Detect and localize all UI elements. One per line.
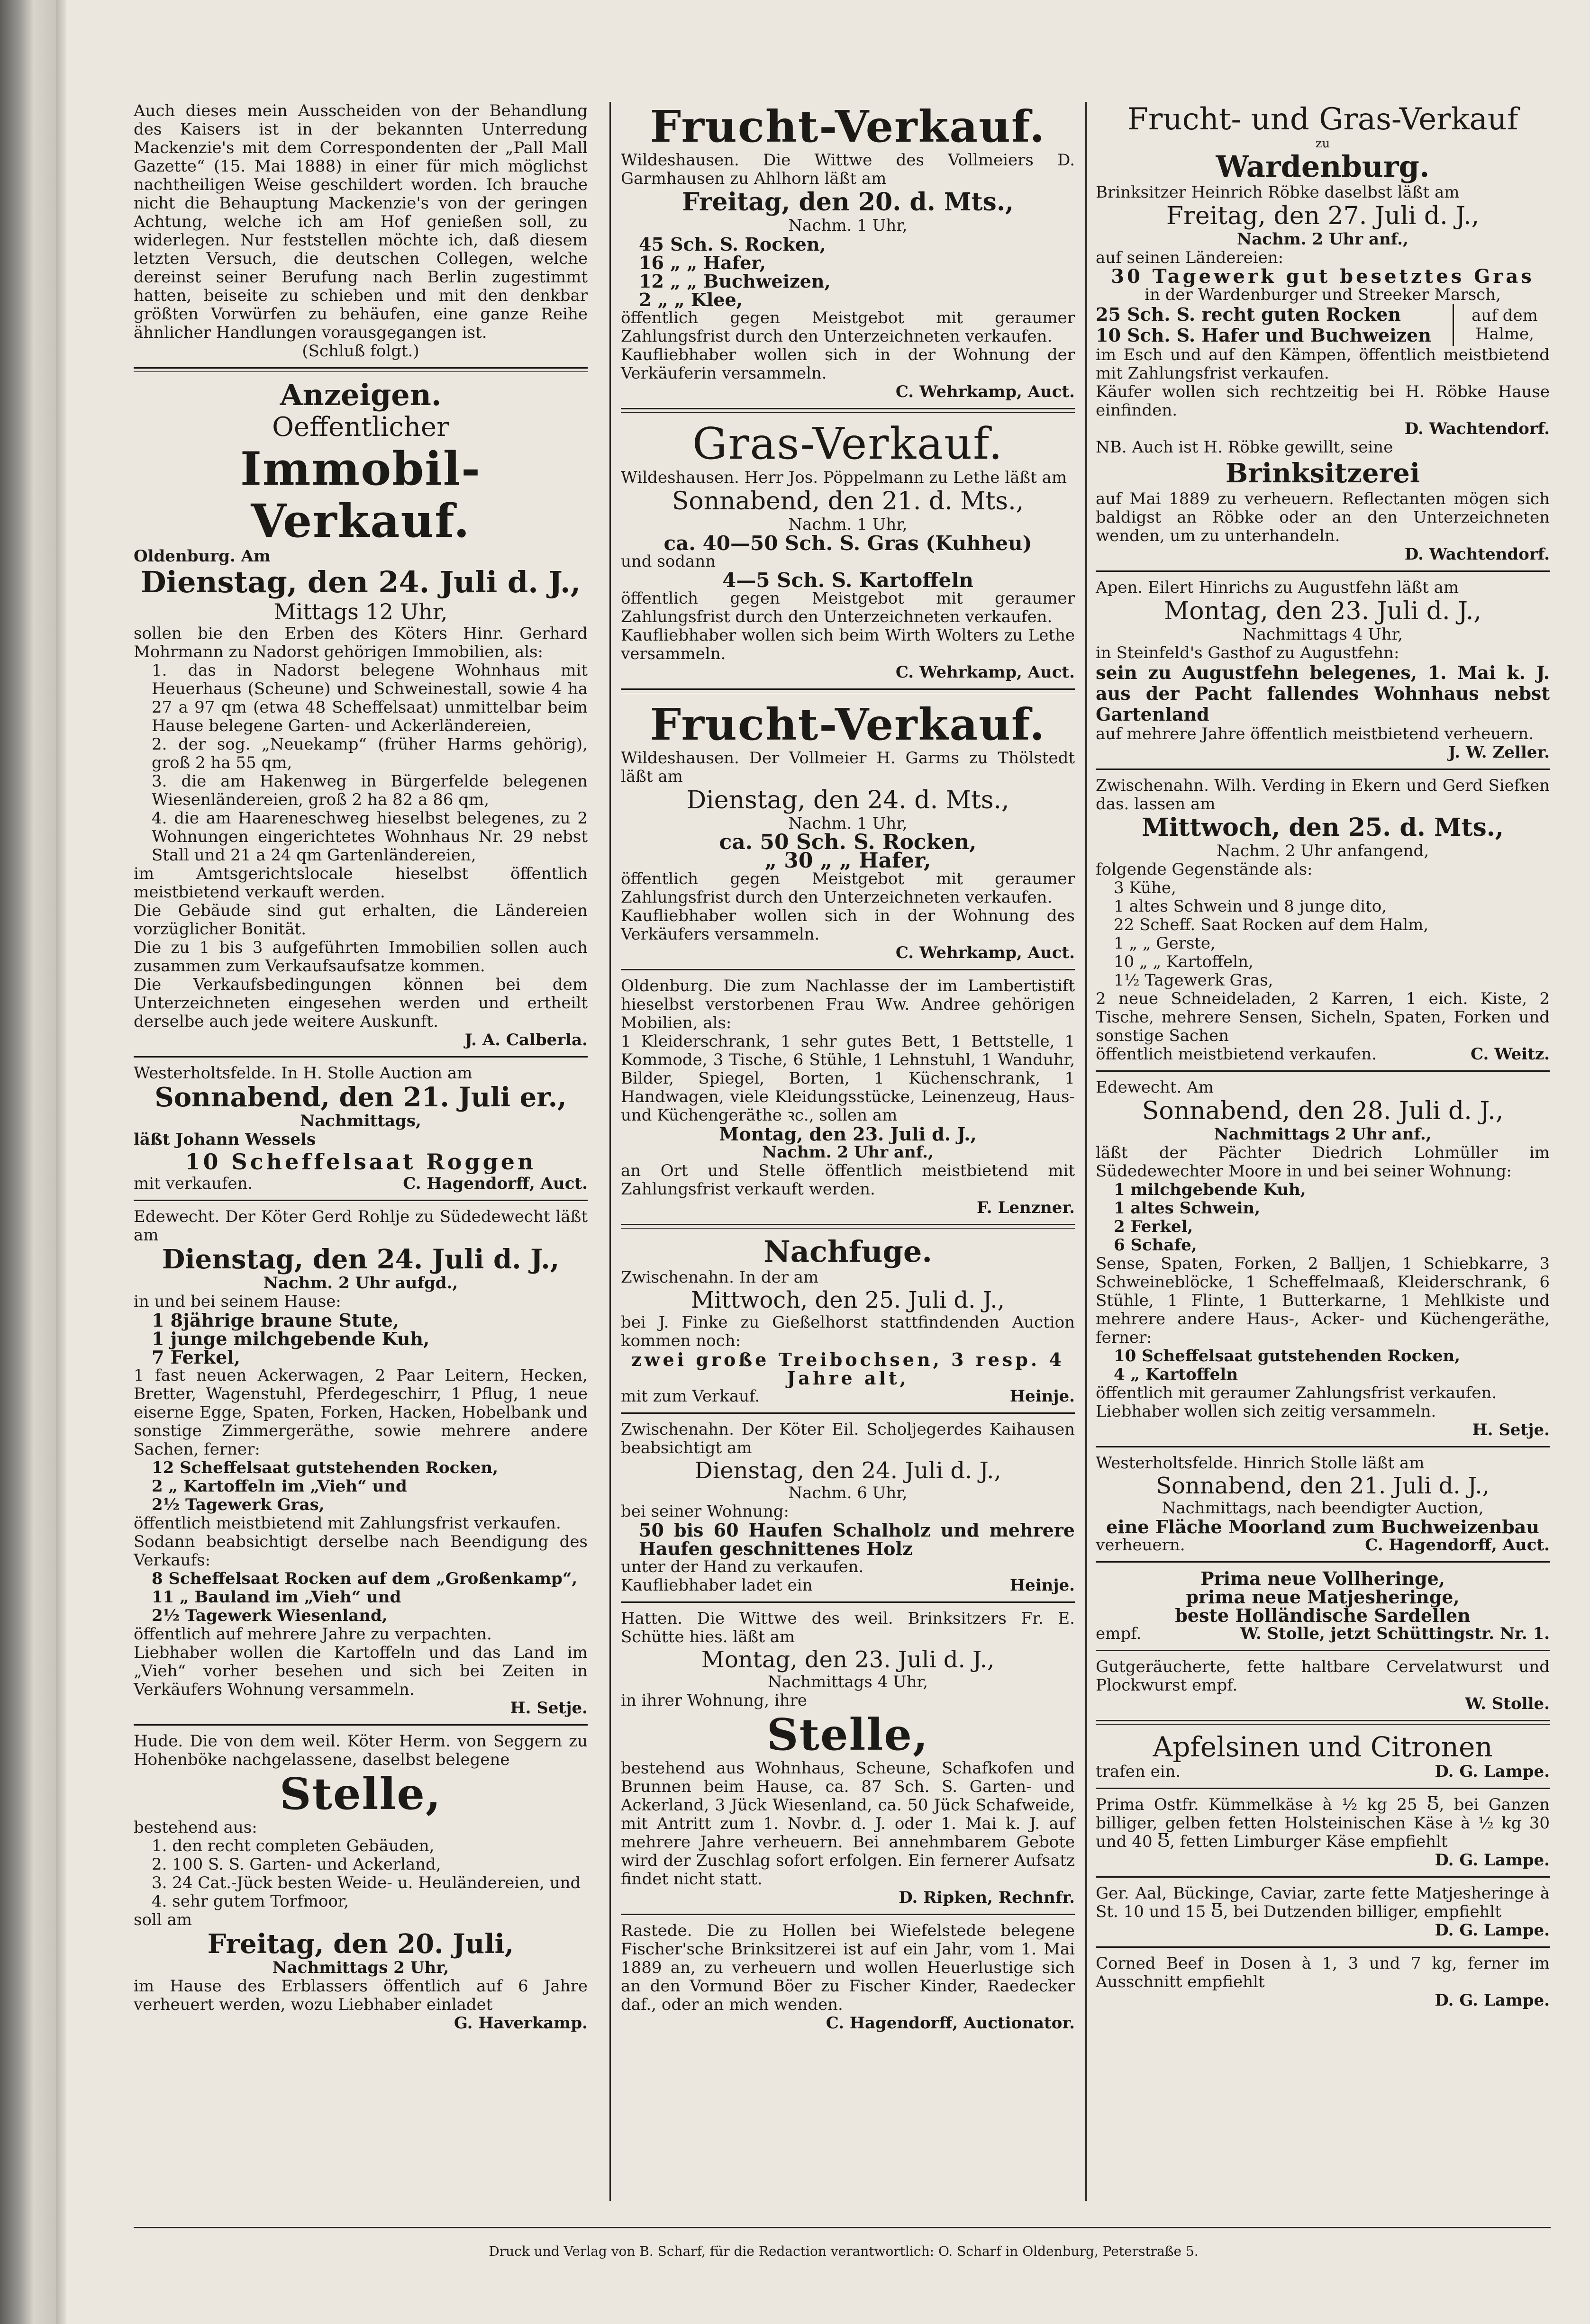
ad-list-item: 1½ Tagewerk Gras,	[1114, 971, 1273, 990]
ad-list-item: 2 Ferkel,	[1114, 1217, 1193, 1236]
column-rule-2	[1085, 102, 1087, 2201]
column-1	[134, 102, 588, 2033]
ad-text: unter der Hand zu verkaufen.	[621, 1557, 864, 1576]
ad-signature: D. Wachtendorf.	[1404, 545, 1550, 564]
ad-signature: D. G. Lampe.	[1435, 1851, 1550, 1870]
ad-goods: 4—5 Sch. S. Kartoffeln	[722, 569, 973, 592]
ad-title: Apfelsinen und Citronen	[1153, 1731, 1493, 1763]
ad-signature: C. Weitz.	[1471, 1045, 1550, 1064]
ad-date: Mittwoch, den 25. d. Mts.,	[1141, 813, 1504, 842]
divider	[1096, 1720, 1550, 1725]
ad-list-item: 4. die am Haareneschweg hieselbst belegenes, zu 2 Wohnungen eingerichtetes Wohnhaus Nr. 29 nebst Stall und 21 a 24 qm Gartenländereien,	[152, 809, 588, 865]
ad-list-item: 1 altes Schwein und 8 junge dito,	[1114, 897, 1387, 916]
ad-text: Wildeshausen. Herr Jos. Pöppelmann zu Lethe läßt am	[621, 468, 1067, 487]
ad-text: Wildeshausen. Der Vollmeier H. Garms zu Thölstedt läßt am	[621, 749, 1075, 786]
divider	[1096, 1446, 1550, 1447]
ad-text: öffentlich meistbietend mit Zahlungsfrist verkaufen.	[134, 1514, 561, 1533]
divider	[134, 1724, 588, 1726]
ad-list-item: 12 Scheffelsaat gutstehenden Rocken,	[152, 1458, 499, 1477]
ad-text: in der Wardenburger und Streeker Marsch,	[1145, 285, 1501, 304]
ad-list-item: 3. 24 Cat.-Jück besten Weide- u. Heuländereien, und	[152, 1873, 581, 1892]
ad-text: Sense, Spaten, Forken, 2 Balljen, 1 Schiebkarre, 3 Schweineblöcke, 1 Scheffelmaaß, Kleiderschrank, 6 Stühle, 1 Flinte, 1 Butterkarne, 1 Mehlkiste und mehrere andere Haus-, Acker- und Küchengeräthe, ferner:	[1096, 1254, 1550, 1347]
ad-time: Nachmittags 2 Uhr anf.,	[1214, 1125, 1432, 1144]
ad-list-item: 10 Scheffelsaat gutstehenden Rocken,	[1114, 1347, 1461, 1365]
ad-text: läßt der Pächter Diedrich Lohmüller im Südedewechter Moore in und bei seiner Wohnung:	[1096, 1143, 1550, 1181]
divider	[1096, 1561, 1550, 1563]
ad-signature: C. Wehrkamp, Auct.	[895, 943, 1075, 962]
ad-text: verheuern.	[1096, 1536, 1185, 1555]
ad-signature: C. Wehrkamp, Auct.	[895, 382, 1075, 401]
ad-text: folgende Gegenstände als:	[1096, 860, 1313, 879]
ad-time: Nachm. 1 Uhr,	[788, 814, 908, 833]
ad-list-item: 2 „ Kartoffeln im „Vieh“ und	[152, 1477, 407, 1496]
ad-text: Wildeshausen. Die Wittwe des Vollmeiers D. Garmhausen zu Ahlhorn läßt am	[621, 151, 1075, 188]
ad-text: auf seinen Ländereien:	[1096, 248, 1284, 267]
ad-text: im Esch und auf den Kämpen, öffentlich meistbietend mit Zahlungsfrist verkaufen.	[1096, 345, 1550, 383]
ad-text: bei seiner Wohnung:	[621, 1502, 790, 1521]
divider	[134, 1200, 588, 1201]
column-2	[621, 102, 1075, 2033]
divider	[1096, 1946, 1550, 1948]
divider	[621, 1601, 1075, 1603]
ad-time: Nachmittags 4 Uhr,	[1242, 625, 1403, 644]
divider	[621, 688, 1075, 693]
divider	[134, 367, 588, 372]
ad-signature: J. A. Calberla.	[464, 1031, 588, 1049]
ad-list-item: 2 „ „ Klee,	[639, 289, 743, 310]
ad-date: Dienstag, den 24. Juli d. J.,	[162, 1244, 560, 1275]
ad-goods: ca. 40—50 Sch. S. Gras (Kuhheu)	[663, 532, 1032, 555]
ad-text: NB. Auch ist H. Röbke gewillt, seine	[1096, 438, 1393, 457]
ad-heading: Oeffentlicher	[272, 412, 449, 443]
page-edge	[0, 0, 56, 2324]
ad-list-item: 10 Sch. S. Hafer und Buchweizen	[1096, 325, 1431, 346]
ad-text: öffentlich auf mehrere Jahre zu verpachten.	[134, 1625, 492, 1644]
ad-goods: prima neue Matjesheringe,	[1186, 1586, 1460, 1608]
ad-text: Apen. Eilert Hinrichs zu Augustfehn läßt am	[1096, 578, 1459, 597]
ad-date: Dienstag, den 24. d. Mts.,	[686, 786, 1009, 814]
ad-text: bestehend aus Wohnhaus, Scheune, Schafkofen und Brunnen beim Hause, ca. 87 Sch. S. Garten- und Ackerland, 3 Jück Wiesenland, ca. 50 Jück Schafweide, mit Antritt zum 1. Novbr. d. J. oder 1. Mai k. J. auf mehrere Jahre verheuern. Bei annehmbarem Gebote wird der Zuschlag sofort erfolgen. Ein fernerer Aufsatz findet nicht statt.	[621, 1759, 1075, 1889]
continued-note: (Schluß folgt.)	[302, 342, 419, 361]
ad-title: Frucht- und Gras-Verkauf	[1127, 102, 1518, 137]
ad-text: auf Mai 1889 zu verheuern. Reflectanten mögen sich baldigst an Röbke oder an den Unterzeichneten wenden, um zu unterhandeln.	[1096, 489, 1550, 545]
ad-text: Gutgeräucherte, fette haltbare Cervelatwurst und Plockwurst empf.	[1096, 1657, 1550, 1695]
ad-list-item: 2. 100 S. S. Garten- und Ackerland,	[152, 1855, 441, 1874]
ad-time: Nachm. 2 Uhr aufgd.,	[263, 1274, 458, 1293]
ad-time: Nachmittags,	[300, 1112, 421, 1130]
article-text: Auch dieses mein Ausscheiden von der Behandlung des Kaisers ist in der bekannten Unterredung Mackenzie's mit dem Correspondenten der „Pall Mall Gazette“ (15. Mai 1888) in einer für mich möglichst nachtheiligen Weise geschildert worden. Ich brauche nicht die Behauptung Mackenzie's von der geringen Achtung, welche ich am Hof genießen soll, zu widerlegen. Nur feststellen möchte ich, daß diesem letzten Versuch, die deutschen Collegen, welche dereinst seiner Berufung nach Berlin zugestimmt hatten, beiseite zu schieben und mit den denkbar größten Vorwürfen zu behäufen, eine ganze Reihe ähnlicher Handlungen vorausgegangen ist.	[134, 101, 588, 342]
ad-list-item: 10 „ „ Kartoffeln,	[1114, 952, 1254, 971]
ad-title: Stelle,	[280, 1768, 442, 1819]
ad-list-item: 2. der sog. „Neuekamp“ (früher Harms gehörig), groß 2 ha 55 qm,	[152, 735, 588, 772]
ad-text: läßt Johann Wessels	[134, 1130, 316, 1149]
ad-text: öffentlich gegen Meistgebot mit geraumer Zahlungsfrist durch den Unterzeichneten verkaufen.	[621, 308, 1075, 346]
ad-time: Nachm. 1 Uhr,	[788, 216, 908, 235]
ad-text: Zwischenahn. Der Köter Eil. Scholjegerdes Kaihausen beabsichtigt am	[621, 1420, 1075, 1457]
ad-signature: Heinje.	[1009, 1387, 1075, 1406]
ad-text: mit verkaufen.	[134, 1174, 253, 1193]
ad-list-item: 4 „ Kartoffeln	[1114, 1365, 1238, 1384]
ad-title: Stelle,	[767, 1709, 929, 1760]
ad-date: Sonnabend, den 28. Juli d. J.,	[1142, 1097, 1504, 1125]
ad-goods: eine Fläche Moorland zum Buchweizenbau	[1106, 1516, 1539, 1537]
ad-text: Kaufliebhaber wollen sich in der Wohnung des Verkäufers versammeln.	[621, 906, 1075, 944]
ad-text: in und bei seinem Hause:	[134, 1292, 341, 1311]
ad-text: empf.	[1096, 1624, 1142, 1643]
ad-list-item: 3 Kühe,	[1114, 878, 1176, 897]
ad-text: Zwischenahn. In der am	[621, 1268, 819, 1287]
divider	[621, 408, 1075, 413]
ad-signature: W. Stolle.	[1465, 1694, 1550, 1713]
ad-list-item: 2½ Tagewerk Gras,	[152, 1495, 325, 1514]
ad-goods: 10 Scheffelsaat Roggen	[185, 1149, 536, 1175]
ad-signature: J. W. Zeller.	[1448, 743, 1550, 762]
ad-list-item: 1 „ „ Gerste,	[1114, 934, 1216, 953]
ad-time: Nachm. 6 Uhr,	[788, 1483, 908, 1502]
ad-list-item: 1 altes Schwein,	[1114, 1199, 1261, 1218]
ad-signature: Heinje.	[1009, 1576, 1075, 1595]
ad-title: Nachfuge.	[763, 1234, 932, 1269]
ad-time: Nachmittags 2 Uhr,	[272, 1958, 449, 1977]
divider	[621, 1412, 1075, 1414]
ad-date: Montag, den 23. Juli d. J.,	[701, 1646, 995, 1673]
ad-goods: 30 Tagewerk gut besetztes Gras	[1111, 265, 1535, 288]
ad-text: 2 neue Schneideladen, 2 Karren, 1 eich. Kiste, 2 Tische, mehrere Sensen, Sicheln, Spaten, Forken und sonstige Sachen	[1096, 989, 1550, 1045]
ad-time: Nachm. 2 Uhr anf.,	[762, 1143, 934, 1162]
ad-time: Nachm. 1 Uhr,	[788, 515, 908, 534]
ad-time: Nachmittags 4 Uhr,	[767, 1673, 928, 1691]
ad-list-item: 7 Ferkel,	[152, 1347, 240, 1368]
ad-list-item: „ 30 „ „ Hafer,	[764, 849, 931, 873]
ad-list-item: 1. das in Nadorst belegene Wohnhaus mit Heuerhaus (Scheune) und Schweinestall, sowie 4 ha 27 a 97 qm (etwa 48 Scheffelsaat) unmittelbar beim Hause belegene Garten- und Ackerländereien,	[152, 661, 588, 735]
ad-text: Rastede. Die zu Hollen bei Wiefelstede belegene Fischer'sche Brinksitzerei ist auf ein Jahr, vom 1. Mai 1889 an, zu verheuern und wollen Heuerlustige sich an den Vormund Böer zu Fischer Kinder, Raedecker daf., oder an mich wenden.	[621, 1921, 1075, 2014]
page-gutter	[56, 0, 66, 2324]
ad-text: Hude. Die von dem weil. Köter Herm. von Seggern zu Hohenböke nachgelassene, daselbst belegene	[134, 1732, 588, 1769]
ad-date: Freitag, den 20. d. Mts.,	[681, 188, 1014, 217]
ad-text: sollen bie den Erben des Köters Hinr. Gerhard Mohrmann zu Nadorst gehörigen Immobilien, als:	[134, 624, 588, 661]
ad-title: Brinksitzerei	[1225, 458, 1420, 489]
ad-text: Edewecht. Am	[1096, 1078, 1214, 1097]
ad-signature: D. Wachtendorf.	[1404, 419, 1550, 438]
ad-signature: H. Setje.	[510, 1699, 588, 1718]
ad-text: Käufer wollen sich rechtzeitig bei H. Röbke Hause einfinden.	[1096, 382, 1550, 420]
ad-text: in Steinfeld's Gasthof zu Augustfehn:	[1096, 643, 1399, 662]
ad-text: im Amtsgerichtslocale hieselbst öffentlich meistbietend verkauft werden.	[134, 864, 588, 902]
ad-date: Mittwoch, den 25. Juli d. J.,	[691, 1287, 1005, 1313]
ad-text: Kaufliebhaber wollen sich beim Wirth Wolters zu Lethe versammeln.	[621, 626, 1075, 663]
ad-text: öffentlich gegen Meistgebot mit geraumer Zahlungsfrist durch den Unterzeichneten verkaufen.	[621, 589, 1075, 626]
divider	[621, 1914, 1075, 1915]
ad-signature: H. Setje.	[1472, 1420, 1550, 1439]
ad-list-item: 1 junge milchgebende Kuh,	[152, 1328, 430, 1349]
ad-text: zu	[1315, 136, 1330, 151]
divider	[621, 969, 1075, 970]
ad-signature: C. Hagendorff, Auctionator.	[826, 2014, 1075, 2033]
ad-title: Gras-Verkauf.	[692, 418, 1004, 469]
ad-date: Dienstag, den 24. Juli d. J.,	[694, 1457, 1001, 1484]
ad-list-item: 1 8jährige braune Stute,	[152, 1310, 399, 1331]
ad-text: an Ort und Stelle öffentlich meistbietend mit Zahlungsfrist verkauft werden.	[621, 1161, 1075, 1199]
ad-date: Dienstag, den 24. Juli d. J.,	[140, 565, 581, 599]
ad-text: und sodann	[621, 552, 716, 571]
ad-text: auf mehrere Jahre öffentlich meistbietend verheuern.	[1096, 724, 1534, 743]
ad-text: öffentlich mit geraumer Zahlungsfrist verkaufen.	[1096, 1384, 1497, 1402]
ad-list-item: 8 Scheffelsaat Rocken auf dem „Großenkamp“,	[152, 1569, 578, 1588]
ad-text: Westerholtsfelde. In H. Stolle Auction am	[134, 1064, 472, 1083]
ad-signature: C. Wehrkamp, Auct.	[895, 663, 1075, 682]
ad-text: Liebhaber wollen sich zeitig versammeln.	[1096, 1402, 1436, 1421]
ad-signature: D. G. Lampe.	[1435, 1991, 1550, 2010]
divider	[1096, 1650, 1550, 1651]
ad-title: Frucht-Verkauf.	[650, 101, 1046, 152]
ad-text: 1 Kleiderschrank, 1 sehr gutes Bett, 1 Bettstelle, 1 Kommode, 3 Tische, 6 Stühle, 1 Lehnstuhl, 1 Wanduhr, Bilder, Spiegel, Borten, 1 Küchenschrank, 1 Handwagen, viele Kleidungsstücke, Leinenzeug, Haus- und Küchengeräthe ꝛc., sollen am	[621, 1032, 1075, 1125]
ad-date: Sonnabend, den 21. Juli er.,	[154, 1082, 567, 1113]
divider	[1096, 1876, 1550, 1878]
ad-text: Sodann beabsichtigt derselbe nach Beendigung des Verkaufs:	[134, 1532, 588, 1570]
ad-text: im Hause des Erblassers öffentlich auf 6 Jahre verheuert werden, wozu Liebhaber einladet	[134, 1977, 588, 2014]
ad-text: Hatten. Die Wittwe des weil. Brinksitzers Fr. E. Schütte hies. läßt am	[621, 1609, 1075, 1646]
ad-list-item: 25 Sch. S. recht guten Rocken	[1096, 304, 1401, 325]
ad-signature: D. G. Lampe.	[1435, 1921, 1550, 1940]
ad-date: Freitag, den 27. Juli d. J.,	[1166, 202, 1480, 230]
ad-text: auf dem Halme,	[1472, 306, 1538, 344]
footer-rule	[134, 2227, 1551, 2228]
ad-text: Ger. Aal, Bückinge, Caviar, zarte fette Matjesheringe à St. 10 und 15 Ⴝ, bei Dutzenden billiger, empfiehlt	[1096, 1884, 1550, 1921]
ad-text: öffentlich gegen Meistgebot mit geraumer Zahlungsfrist durch den Unterzeichneten verkaufen.	[621, 869, 1075, 907]
ad-signature: C. Hagendorff, Auct.	[1365, 1536, 1550, 1555]
column-3	[1096, 102, 1550, 2010]
ad-list-item: 11 „ Bauland im „Vieh“ und	[152, 1588, 401, 1607]
ad-list-item: 2½ Tagewerk Wiesenland,	[152, 1606, 388, 1625]
ad-list-item: 3. die am Hakenweg in Bürgerfelde belegenen Wiesenländereien, groß 2 ha 82 a 86 qm,	[152, 772, 588, 809]
ad-list-item: 6 Schafe,	[1114, 1236, 1197, 1255]
ad-date: Montag, den 23. Juli d. J.,	[719, 1123, 977, 1145]
ad-list-item: ca. 50 Sch. S. Rocken,	[719, 830, 977, 854]
ad-title: Immobil-Verkauf.	[240, 442, 481, 548]
ad-goods: 50 bis 60 Haufen Schalholz und mehrere Haufen geschnittenes Holz	[639, 1519, 1075, 1559]
section-heading-anzeigen: Anzeigen.	[280, 378, 442, 412]
ad-date: Montag, den 23. Juli d. J.,	[1164, 597, 1481, 625]
divider	[134, 1056, 588, 1058]
ad-list-item: 1. den recht completen Gebäuden,	[152, 1836, 435, 1855]
divider	[1096, 1788, 1550, 1789]
ad-goods: zwei große Treibochsen, 3 resp. 4 Jahre alt,	[631, 1349, 1064, 1389]
ad-text: in ihrer Wohnung, ihre	[621, 1691, 808, 1710]
ad-text: Die Verkaufsbedingungen können bei dem Unterzeichneten eingesehen werden und ertheilt derselbe auch jede weitere Auskunft.	[134, 975, 588, 1031]
ad-time: Nachm. 2 Uhr anf.,	[1237, 230, 1408, 249]
ad-signature: D. Ripken, Rechnfr.	[899, 1888, 1075, 1907]
ad-text: bestehend aus:	[134, 1818, 257, 1837]
ad-text: Oldenburg. Die zum Nachlasse der im Lambertistift hieselbst verstorbenen Frau Ww. Andree gehörigen Mobilien, als:	[621, 977, 1075, 1032]
ad-signature: G. Haverkamp.	[454, 2014, 588, 2033]
ad-goods: beste Holländische Sardellen	[1175, 1605, 1471, 1626]
ad-place: Wardenburg.	[1216, 149, 1430, 184]
ad-text: Die Gebäude sind gut erhalten, die Ländereien vorzüglicher Bonität.	[134, 901, 588, 939]
ad-text: Zwischenahn. Wilh. Verding in Ekern und Gerd Siefken das. lassen am	[1096, 776, 1550, 814]
ad-text: Corned Beef in Dosen à 1, 3 und 7 kg, ferner im Ausschnitt empfiehlt	[1096, 1954, 1550, 1991]
divider	[1096, 1070, 1550, 1072]
ad-text: mit zum Verkauf.	[621, 1387, 760, 1406]
ad-signature: D. G. Lampe.	[1435, 1762, 1550, 1781]
ad-text: Brinksitzer Heinrich Röbke daselbst läßt am	[1096, 183, 1460, 202]
imprint-footer: Druck und Verlag von B. Scharf, für die Redaction verantwortlich: O. Scharf in Oldenburg, Peterstraße 5.	[489, 2243, 1199, 2259]
ad-list-item: 22 Scheff. Saat Rocken auf dem Halm,	[1114, 915, 1429, 934]
ad-list-item: 16 „ „ Hafer,	[639, 252, 766, 273]
divider	[621, 1224, 1075, 1229]
ad-title: Frucht-Verkauf.	[650, 699, 1046, 750]
ad-signature: C. Hagendorff, Auct.	[403, 1174, 588, 1193]
column-rule-1	[609, 102, 611, 2201]
ad-signature: W. Stolle, jetzt Schüttingstr. Nr. 1.	[1240, 1624, 1550, 1643]
ad-goods: sein zu Augustfehn belegenes, 1. Mai k. J. aus der Pacht fallendes Wohnhaus nebst Gartenland	[1096, 662, 1550, 725]
ad-list-item: 12 „ „ Buchweizen,	[639, 271, 831, 292]
ad-text: soll am	[134, 1910, 192, 1929]
ad-text: Kaufliebhaber wollen sich in der Wohnung der Verkäuferin versammeln.	[621, 345, 1075, 383]
ad-list-item: 45 Sch. S. Rocken,	[639, 234, 826, 255]
ad-text: Die zu 1 bis 3 aufgeführten Immobilien sollen auch zusammen zum Verkaufsaufsatze kommen.	[134, 938, 588, 976]
divider	[1096, 769, 1550, 770]
ad-text: Westerholtsfelde. Hinrich Stolle läßt am	[1096, 1454, 1425, 1473]
ad-list-item: 4. sehr gutem Torfmoor,	[152, 1892, 349, 1911]
ad-date: Sonnabend, den 21. d. Mts.,	[672, 487, 1024, 515]
ad-text: 1 fast neuen Ackerwagen, 2 Paar Leitern, Hecken, Bretter, Wagenstuhl, Pferdegeschirr, 1 Pflug, 1 neue eiserne Egge, Spaten, Forken, Hacken, Hobelbank und sonstige Zimmergeräthe, sowie mehrere andere Sachen, ferner:	[134, 1366, 588, 1459]
ad-text: trafen ein.	[1096, 1762, 1181, 1781]
ad-list-item: 1 milchgebende Kuh,	[1114, 1180, 1306, 1199]
ad-text: öffentlich meistbietend verkaufen.	[1096, 1045, 1377, 1064]
ad-text: bei J. Finke zu Gießelhorst stattfindenden Auction kommen noch:	[621, 1313, 1075, 1350]
ad-signature: F. Lenzner.	[977, 1198, 1075, 1217]
ad-date: Freitag, den 20. Juli,	[207, 1928, 514, 1960]
ad-text: Edewecht. Der Köter Gerd Rohlje zu Südedewecht läßt am	[134, 1207, 588, 1245]
ad-text: Kaufliebhaber ladet ein	[621, 1576, 813, 1595]
ad-text: Prima Ostfr. Kümmelkäse à ½ kg 25 Ⴝ, bei Ganzen billiger, gelben fetten Holsteinischen Käse à ½ kg 30 und 40 Ⴝ, fetten Limburger Käse empfiehlt	[1096, 1795, 1550, 1851]
ad-time: Nachmittags, nach beendigter Auction,	[1162, 1499, 1484, 1518]
ad-time: Mittags 12 Uhr,	[273, 599, 448, 624]
ad-text: Liebhaber wollen die Kartoffeln und das Land im „Vieh“ vorher besehen und sich bei Zeiten in Verkäufers Wohnung versammeln.	[134, 1643, 588, 1699]
ad-time: Nachm. 2 Uhr anfangend,	[1216, 841, 1429, 860]
divider	[1096, 570, 1550, 572]
ad-goods: Prima neue Vollheringe,	[1200, 1568, 1445, 1589]
ad-place: Oldenburg. Am	[134, 547, 271, 566]
ad-date: Sonnabend, den 21. Juli d. J.,	[1156, 1473, 1490, 1499]
